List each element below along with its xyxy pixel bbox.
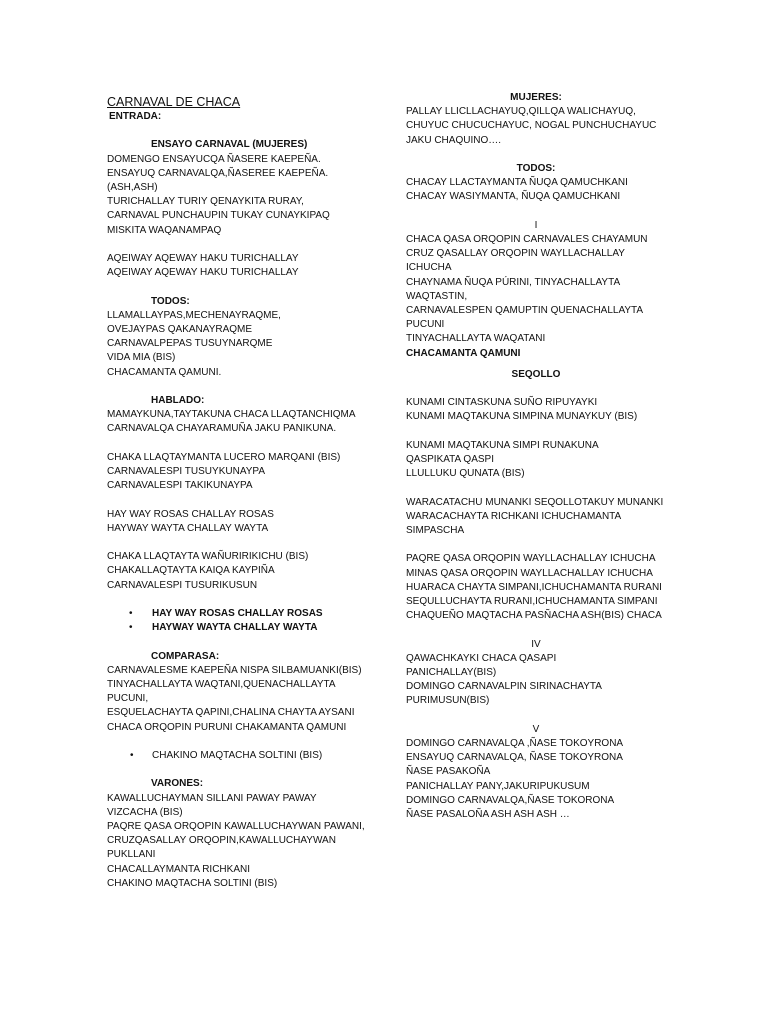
verse-line: CHAKA LLAQTAYTA WAÑURIRIKICHU (BIS) [107,551,309,563]
verse-line: ENSAYUQ CARNAVALQA,ÑASEREE KAEPEÑA. [107,167,329,179]
verse-line: CRUZ QASALLAY ORQOPIN WAYLLACHALLAY [406,248,625,260]
seqollo-stanza-1 [406,396,666,424]
document-title: CARNAVAL DE CHACA [107,95,241,109]
bullet-item: • HAY WAY ROSAS CHALLAY ROSAS [107,607,377,621]
comparasa-heading: COMPARASA: [151,650,220,662]
verse-line: HAY WAY ROSAS CHALLAY ROSAS [107,508,274,520]
mujeres-stanza [406,105,666,148]
stanza-number-1: I [534,219,538,231]
bullet-item: • HAYWAY WAYTA CHALLAY WAYTA [107,621,377,635]
verse-line: QAWACHKAYKI CHACA QASAPI [406,652,557,664]
verse-line: WARACACHAYTA RICHKANI ICHUCHAMANTA [406,510,622,522]
left-column [107,94,377,891]
verse-line: CHUYUC CHUCUCHAYUC, NOGAL PUNCHUCHAYUC [406,120,657,132]
seqollo-stanza-3 [406,496,666,539]
verse-line: DOMINGO CARNAVALPIN SIRINACHAYTA [406,681,602,693]
verse-line: PUCUNI, [107,693,149,705]
verse-line: PANICHALLAY PANY,JAKURIPUKUSUM [406,780,590,792]
verse-line: ÑASE PASALOÑA ASH ASH ASH … [406,809,570,821]
verse-line: CARNAVALPEPAS TUSUYNARQME [107,338,273,350]
mujeres-heading: MUJERES: [510,92,562,103]
verse-line: PAQRE QASA ORQOPIN KAWALLUCHAYWAN PAWANI, [107,820,365,832]
verse-line: CARNAVALQA CHAYARAMUÑA JAKU PANIKUNA. [107,423,337,435]
stanza-number-4: IV [531,638,541,650]
verse-line: MAMAYKUNA,TAYTAKUNA CHACA LLAQTANCHIQMA [107,409,356,421]
verse-line: LLULLUKU QUNATA (BIS) [406,468,525,480]
verse-line: PALLAY LLICLLACHAYUQ,QILLQA WALICHAYUQ, [406,106,636,118]
verse-line: (ASH,ASH) [107,182,158,193]
verse-line: KUNAMI CINTASKUNA SUÑO RIPUYAYKI [406,397,598,409]
stanza-1 [406,233,666,361]
verse-line: MINAS QASA ORQOPIN WAYLLACHALLAY ICHUCHA [406,567,653,579]
stanza-number-5: V [532,723,540,735]
verse-line: ESQUELACHAYTA QAPINI,CHALINA CHAYTA AYSANI [107,707,355,719]
todos-heading: TODOS: [151,295,190,307]
verse-line: CHAQUEÑO MAQTACHA PASÑACHA ASH(BIS) CHACA [406,610,662,622]
verse-line: ENSAYUQ CARNAVALQA, ÑASE TOKOYRONA [406,752,623,764]
hablado-heading: HABLADO: [151,395,205,406]
verse-line: KUNAMI MAQTAKUNA SIMPINA MUNAYKUY (BIS) [406,411,638,423]
verse-line: TURICHALLAY TURIY QENAYKITA RURAY, [107,196,304,208]
seqollo-stanza-2 [406,439,666,482]
verse-line: HAYWAY WAYTA CHALLAY WAYTA [107,522,269,534]
verse-line: CRUZQASALLAY ORQOPIN,KAWALLUCHAYWAN [107,835,336,847]
verse-line: CHAKA LLAQTAYMANTA LUCERO MARQANI (BIS) [107,451,341,463]
verse-line: CARNAVALESPEN QAMUPTIN QUENACHALLAYTA [406,305,644,317]
verse-line: AQEIWAY AQEWAY HAKU TURICHALLAY [107,267,299,279]
verse-line: HUARACA CHAYTA SIMPANI,ICHUCHAMANTA RURANI [406,581,662,593]
comparasa-stanza [107,664,377,735]
todos-stanza [107,309,377,380]
chaka-stanza-1 [107,451,377,494]
verse-line: SEQULLUCHAYTA RURANI,ICHUCHAMANTA SIMPANI [406,596,658,608]
aqeiway-stanza [107,252,377,280]
bullet-item-chakino: • CHAKINO MAQTACHA SOLTINI (BIS) [107,749,377,763]
verse-line: CHAKALLAQTAYTA KAIQA KAYPIÑA [107,565,275,577]
verse-line: JAKU CHAQUINO…. [406,134,502,146]
stanza-4 [406,652,666,709]
verse-line-bold: CHACAMANTA QAMUNI [406,347,521,359]
ensayo-stanza [107,153,377,238]
verse-line: KAWALLUCHAYMAN SILLANI PAWAY PAWAY [107,792,317,804]
verse-line: DOMINGO CARNAVALQA ,ÑASE TOKOYRONA [406,738,624,750]
chaka-stanza-2 [107,550,377,593]
entrada-heading: ENTRADA: [109,111,162,122]
verse-line: CARNAVALESPI TUSUYKUNAYPA [107,466,266,477]
verse-line: WARACATACHU MUNANKI SEQOLLOTAKUY MUNANKI [406,496,664,508]
todos-heading-right: TODOS: [516,163,556,174]
bullet-list [107,607,377,635]
verse-line: PAQRE QASA ORQOPIN WAYLLACHALLAY ICHUCHA [406,553,656,565]
verse-line: ICHUCHA [406,262,452,274]
verse-line: CHACAY LLACTAYMANTA ÑUQA QAMUCHKANI [406,177,628,189]
verse-line: CARNAVALESPI TAKIKUNAYPA [107,480,253,492]
verse-line: MISKITA WAQANAMPAQ [107,224,222,236]
verse-line: CHACAY WASIYMANTA, ÑUQA QAMUCHKANI [406,191,621,203]
verse-line: LLAMALLAYPAS,MECHENAYRAQME, [107,309,281,321]
varones-stanza [107,792,377,891]
verse-line: OVEJAYPAS QAKANAYRAQME [107,324,253,335]
verse-line: WAQTASTIN, [406,290,468,302]
verse-line: CARNAVALESPI TUSURIKUSUN [107,579,258,591]
verse-line: CHACAMANTA QAMUNI. [107,366,222,378]
verse-line: CHACA QASA ORQOPIN CARNAVALES CHAYAMUN [406,234,648,245]
verse-line: DOMENGO ENSAYUCQA ÑASERE KAEPEÑA. [107,153,321,165]
verse-line: VIZCACHA (BIS) [107,806,183,818]
verse-line: DOMINGO CARNAVALQA,ÑASE TOKORONA [406,794,615,806]
verse-line: PURIMUSUN(BIS) [406,695,490,707]
verse-line: SIMPASCHA [406,525,465,537]
verse-line: CHACA ORQOPIN PURUNI CHAKAMANTA QAMUNI [107,721,347,733]
varones-heading: VARONES: [151,778,204,790]
ensayo-heading: ENSAYO CARNAVAL (MUJERES) [151,139,308,151]
right-column [406,91,666,822]
verse-line: PUCUNI [406,319,445,331]
verse-line: CARNAVAL PUNCHAUPIN TUKAY CUNAYKIPAQ [107,210,330,222]
verse-line: PANICHALLAY(BIS) [406,667,497,679]
verse-line: QASPIKATA QASPI [406,454,494,466]
verse-line: ÑASE PASAKOÑA [406,766,491,778]
verse-line: CHACALLAYMANTA RICHKANI [107,863,250,875]
hablado-stanza [107,408,377,436]
verse-line: PUKLLANI [107,849,156,861]
verse-line: CHAKINO MAQTACHA SOLTINI (BIS) [107,877,278,889]
verse-line: KUNAMI MAQTAKUNA SIMPI RUNAKUNA [406,439,599,451]
seqollo-stanza-4 [406,552,666,623]
verse-line: CHAYNAMA ÑUQA PÚRINI, TINYACHALLAYTA [406,276,621,288]
verse-line: TINYACHALLAYTA WAQATANI [406,333,546,345]
hayway-stanza [107,508,377,536]
verse-line: AQEIWAY AQEWAY HAKU TURICHALLAY [107,253,299,264]
stanza-5 [406,737,666,822]
verse-line: VIDA MIA (BIS) [107,352,176,364]
verse-line: CARNAVALESME KAEPEÑA NISPA SILBAMUANKI(BIS) [107,664,362,676]
verse-line: TINYACHALLAYTA WAQTANI,QUENACHALLAYTA [107,678,336,690]
todos-stanza-right [406,176,666,204]
seqollo-heading: SEQOLLO [511,368,561,380]
